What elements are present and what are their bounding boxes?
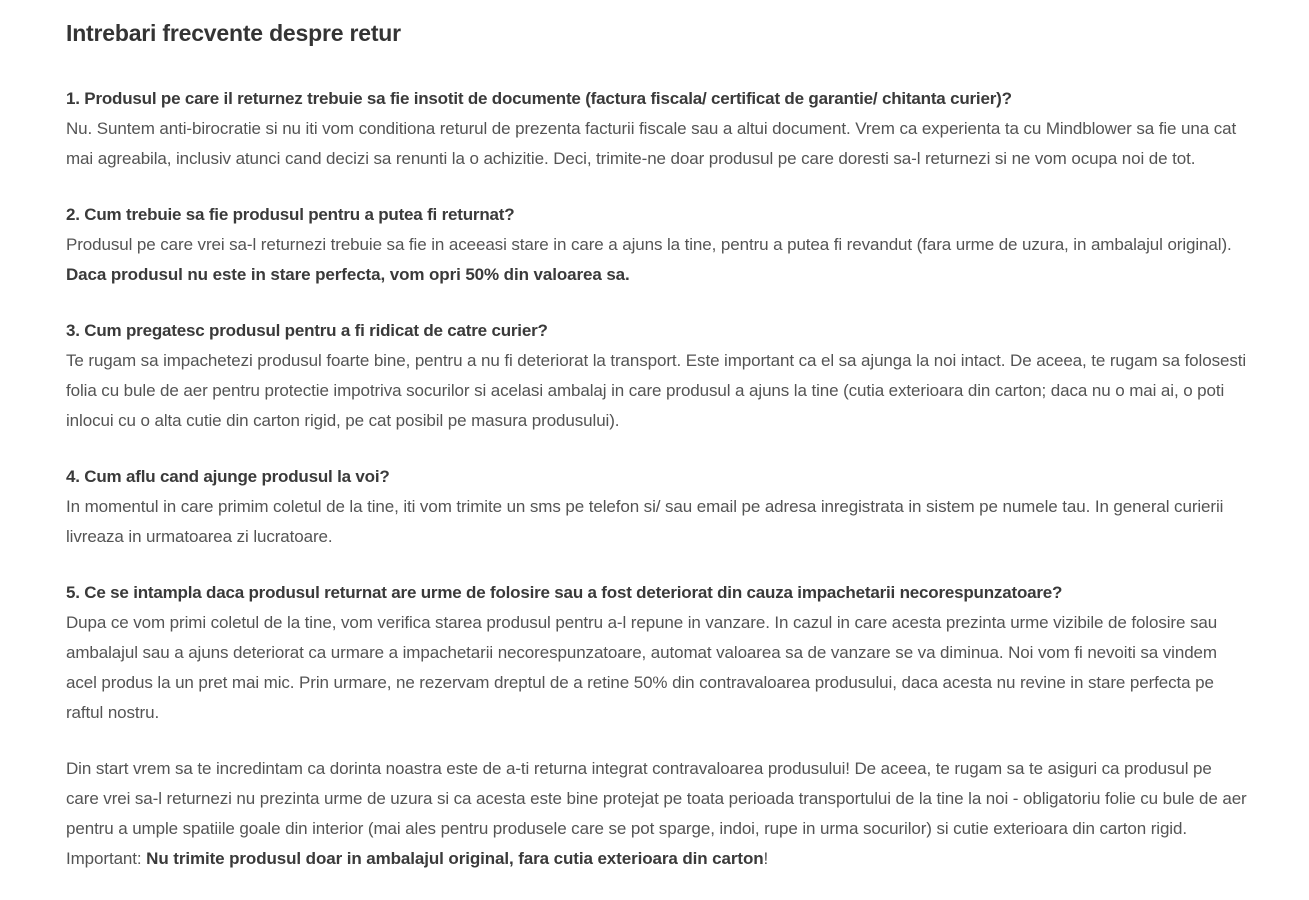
faq-answer-4 [66,492,1247,552]
faq-answer-1-text: Nu. Suntem anti-birocratie si nu iti vom conditiona returul de prezenta facturii fiscale sau a altui document. Vrem ca experienta ta cu Mindblower sa fie una cat mai agreabila, inclusiv atunci cand decizi sa renunti la o achizitie. Deci, trimite-ne doar produsul pe care doresti sa-l returnezi si ne vom ocupa noi de tot. [66,119,1237,169]
important-label: Important: [66,849,147,869]
important-bold-text: Nu trimite produsul doar in ambalajul original, fara cutia exterioara din carton [146,849,764,869]
faq-answer-2-text: Produsul pe care vrei sa-l returnezi trebuie sa fie in aceeasi stare in care a ajuns la tine, pentru a putea fi revandut (fara urme de uzura, in ambalajul original). [66,235,1232,255]
important-suffix: ! [763,849,769,869]
faq-item-4 [66,462,1247,552]
faq-answer-3 [66,346,1247,436]
page-title: Intrebari frecvente despre retur [66,20,401,46]
important-note [66,844,1247,874]
faq-question-2: 2. Cum trebuie sa fie produsul pentru a putea fi returnat? [66,205,515,225]
faq-item-3 [66,316,1247,436]
faq-item-2 [66,200,1247,290]
faq-answer-2 [66,230,1247,290]
faq-answer-4-text: In momentul in care primim coletul de la tine, iti vom trimite un sms pe telefon si/ sau email pe adresa inregistrata in sistem pe numele tau. In general curierii livreaza in urmatoarea zi lucratoare. [66,497,1224,547]
faq-item-1 [66,84,1247,174]
faq-answer-3-text: Te rugam sa impachetezi produsul foarte bine, pentru a nu fi deteriorat la transport. Este important ca el sa ajunga la noi intact. De aceea, te rugam sa folosesti folia cu bule de aer pentru protectie impotriva socurilor si acelasi ambalaj in care produsul a ajuns la tine (cutia exterioara din carton; daca nu o mai ai, o poti inlocui cu o alta cutie din carton rigid, pe cat posibil pe masura produsului). [66,351,1247,431]
faq-answer-5-text: Dupa ce vom primi coletul de la tine, vom verifica starea produsul pentru a-l repune in vanzare. In cazul in care acesta prezinta urme vizibile de folosire sau ambalajul sau a ajuns deteriorat ca urmare a impachetarii necorespunzatoare, automat valoarea sa de vanzare se va diminua. Noi vom fi nevoiti sa vindem acel produs la un pret mai mic. Prin urmare, ne rezervam dreptul de a retine 50% din contravaloarea produsului, daca acesta nu revine in stare perfecta pe raftul nostru. [66,613,1218,723]
faq-question-1: 1. Produsul pe care il returnez trebuie sa fie insotit de documente (factura fiscala/ certificat de garantie/ chitanta curier)? [66,89,1012,109]
faq-answer-5 [66,608,1247,728]
faq-item-5 [66,578,1247,728]
faq-answer-1 [66,114,1247,174]
closing-paragraph: Din start vrem sa te incredintam ca dorinta noastra este de a-ti returna integrat contravaloarea produsului! De aceea, te rugam sa te asiguri ca produsul pe care vrei sa-l returnezi nu prezinta urme de uzura si ca acesta este bine protejat pe toata perioada transportului de la tine la noi - obligatoriu folie cu bule de aer pentru a umple spatiile goale din interior (mai ales pentru produsele care se pot sparge, indoi, rupe in urma socurilor) si cutie exterioara din carton rigid. [66,759,1247,839]
faq-question-3: 3. Cum pregatesc produsul pentru a fi ridicat de catre curier? [66,321,548,341]
faq-question-5: 5. Ce se intampla daca produsul returnat are urme de folosire sau a fost deteriorat din cauza impachetarii necorespunzatoare? [66,583,1063,603]
faq-question-4: 4. Cum aflu cand ajunge produsul la voi? [66,467,390,487]
faq-answer-2-bold: Daca produsul nu este in stare perfecta, vom opri 50% din valoarea sa. [66,265,630,285]
